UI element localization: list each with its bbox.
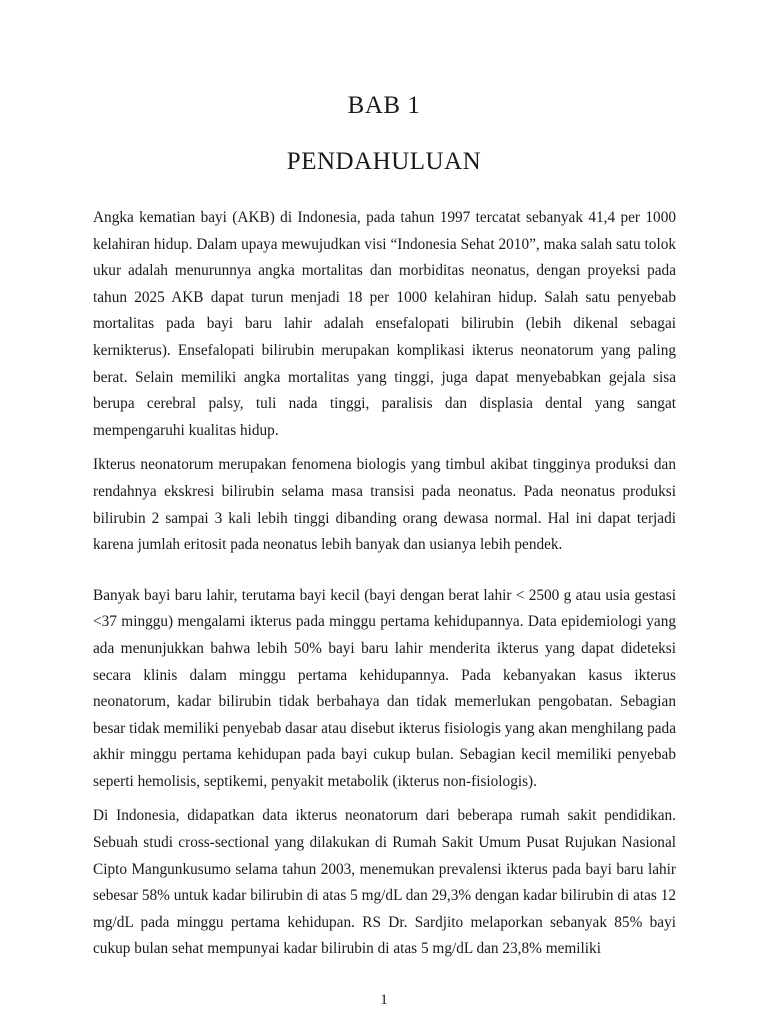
paragraph-3: Banyak bayi baru lahir, terutama bayi kecil (bayi dengan berat lahir < 2500 g atau usia gestasi <37 minggu) mengalami ikterus pada minggu pertama kehidupannya. Data epidemiologi yang ada menunjukkan bahwa lebih 50% bayi baru lahir menderita ikterus yang dapat dideteksi secara klinis dalam minggu pertama kehidupannya. Pada kebanyakan kasus ikterus neonatorum, kadar bilirubin tidak berbahaya dan tidak memerlukan pengobatan. Sebagian besar tidak memiliki penyebab dasar atau disebut ikterus fisiologis yang akan menghilang pada akhir minggu pertama kehidupan pada bayi cukup bulan. Sebagian kecil memiliki penyebab seperti hemolisis, septikemi, penyakit metabolik (ikterus non-fisiologis). [93, 586, 676, 790]
paragraph-4: Di Indonesia, didapatkan data ikterus neonatorum dari beberapa rumah sakit pendidikan. Sebuah studi cross-sectional yang dilakukan di Rumah Sakit Umum Pusat Rujukan Nasional Cipto Mangunkusumo selama tahun 2003, menemukan prevalensi ikterus pada bayi baru lahir sebesar 58% untuk kadar bilirubin di atas 5 mg/dL dan 29,3% dengan kadar bilirubin di atas 12 mg/dL pada minggu pertama kehidupan. RS Dr. Sardjito melaporkan sebanyak 85% bayi cukup bulan sehat mempunyai kadar bilirubin di atas 5 mg/dL dan 23,8% memiliki [93, 807, 676, 958]
paragraph-1: Angka kematian bayi (AKB) di Indonesia, pada tahun 1997 tercatat sebanyak 41,4 per 1000 kelahiran hidup. Dalam upaya mewujudkan visi “Indonesia Sehat 2010”, maka salah satu tolok ukur adalah menurunnya angka mortalitas dan morbiditas neonatus, dengan proyeksi pada tahun 2025 AKB dapat turun menjadi 18 per 1000 kelahiran hidup. Salah satu penyebab mortalitas pada bayi baru lahir adalah ensefalopati bilirubin (lebih dikenal sebagai kernikterus). Ensefalopati bilirubin merupakan komplikasi ikterus neonatorum yang paling berat. Selain memiliki angka mortalitas yang tinggi, juga dapat menyebabkan gejala sisa berupa cerebral palsy, tuli nada tinggi, paralisis dan displasia dental yang sangat mempengaruhi kualitas hidup. [93, 209, 676, 439]
chapter-title: PENDAHULUAN [286, 148, 482, 175]
chapter-label: BAB 1 [347, 92, 421, 119]
body-text [93, 205, 676, 971]
page-number: 1 [380, 992, 388, 1008]
paragraph-2: Ikterus neonatorum merupakan fenomena biologis yang timbul akibat tingginya produksi dan rendahnya ekskresi bilirubin selama masa transisi pada neonatus. Pada neonatus produksi bilirubin 2 sampai 3 kali lebih tinggi dibanding orang dewasa normal. Hal ini dapat terjadi karena jumlah eritosit pada neonatus lebih banyak dan usianya lebih pendek. [93, 456, 676, 554]
